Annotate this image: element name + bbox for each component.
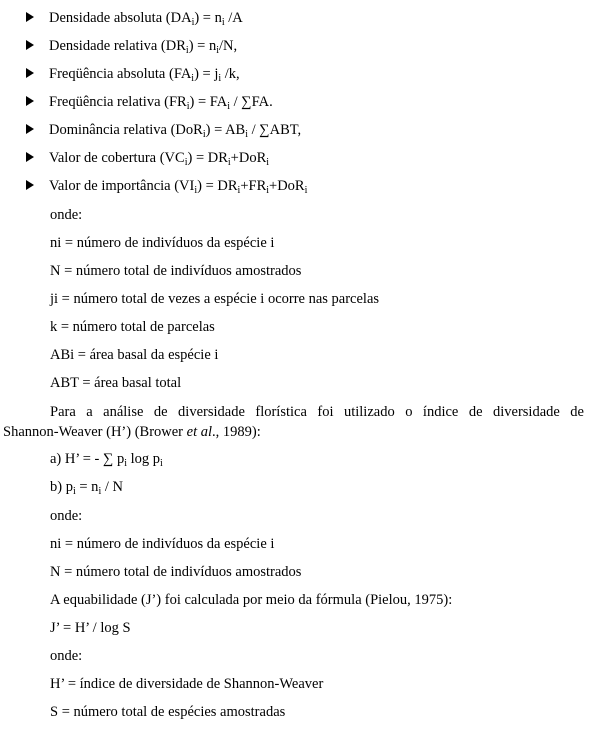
where-label: onde: xyxy=(50,648,83,664)
arrow-bullet-icon xyxy=(26,65,49,83)
arrow-bullet-icon xyxy=(26,149,49,167)
definition-line: ni = número de indivíduos da espécie i xyxy=(50,235,275,251)
formula-item: Densidade absoluta $(DA_i) = n_i$ /A xyxy=(26,9,243,27)
where-label: onde: xyxy=(50,207,83,223)
definition-line: ABi = área basal da espécie i xyxy=(50,347,219,363)
definition-line: N = número total de indivíduos amostrados xyxy=(50,564,302,580)
definition-line: S = número total de espécies amostradas xyxy=(50,704,286,720)
paragraph-line: A equabilidade (J’) foi calculada por meio da fórmula (Pielou, 1975): xyxy=(50,592,453,608)
definition-line: ji = número total de vezes a espécie i ocorre nas parcelas xyxy=(50,291,380,307)
paragraph-line: Para a análise de diversidade florística foi utilizado o índice de diversidade de xyxy=(50,404,584,420)
arrow-bullet-icon xyxy=(26,93,49,111)
definition-line: H’ = índice de diversidade de Shannon-Weaver xyxy=(50,676,324,692)
formula-item: Valor de importância $(VI_i) = DR_i+FR_i+DoR_i$ xyxy=(26,177,307,195)
formula-item: Freqüência relativa $(FR_i) = FA_i / \sum FA$. xyxy=(26,93,273,111)
where-label: onde: xyxy=(50,508,83,524)
arrow-bullet-icon xyxy=(26,9,49,27)
definition-line: N = número total de indivíduos amostrados xyxy=(50,263,302,279)
formula-item: Densidade relativa $(DR_i) = n_i/N$, xyxy=(26,37,237,55)
formula-item: Freqüência absoluta $(FA_i) = j_i$ /k, xyxy=(26,65,240,83)
arrow-bullet-icon xyxy=(26,121,49,139)
paragraph-line: Shannon-Weaver (H’) (Brower et al., 1989): xyxy=(3,424,261,440)
formula-item: Valor de cobertura $(VC_i) = DR_i+DoR_i$ xyxy=(26,149,269,167)
arrow-bullet-icon xyxy=(26,37,49,55)
definition-line: ni = número de indivíduos da espécie i xyxy=(50,536,275,552)
equation-a: a) H’ = - ∑ $p_i$ $\log p_i$ xyxy=(50,451,163,469)
formula-item: Dominância relativa $(DoR_i) = AB_i / \sum ABT$, xyxy=(26,121,301,139)
equation-j: J’ = H’ / log S xyxy=(50,620,131,636)
definition-line: ABT = área basal total xyxy=(50,375,182,391)
definition-line: k = número total de parcelas xyxy=(50,319,215,335)
equation-b: b) $p_i = n_i / N$ xyxy=(50,479,123,497)
arrow-bullet-icon xyxy=(26,177,49,195)
